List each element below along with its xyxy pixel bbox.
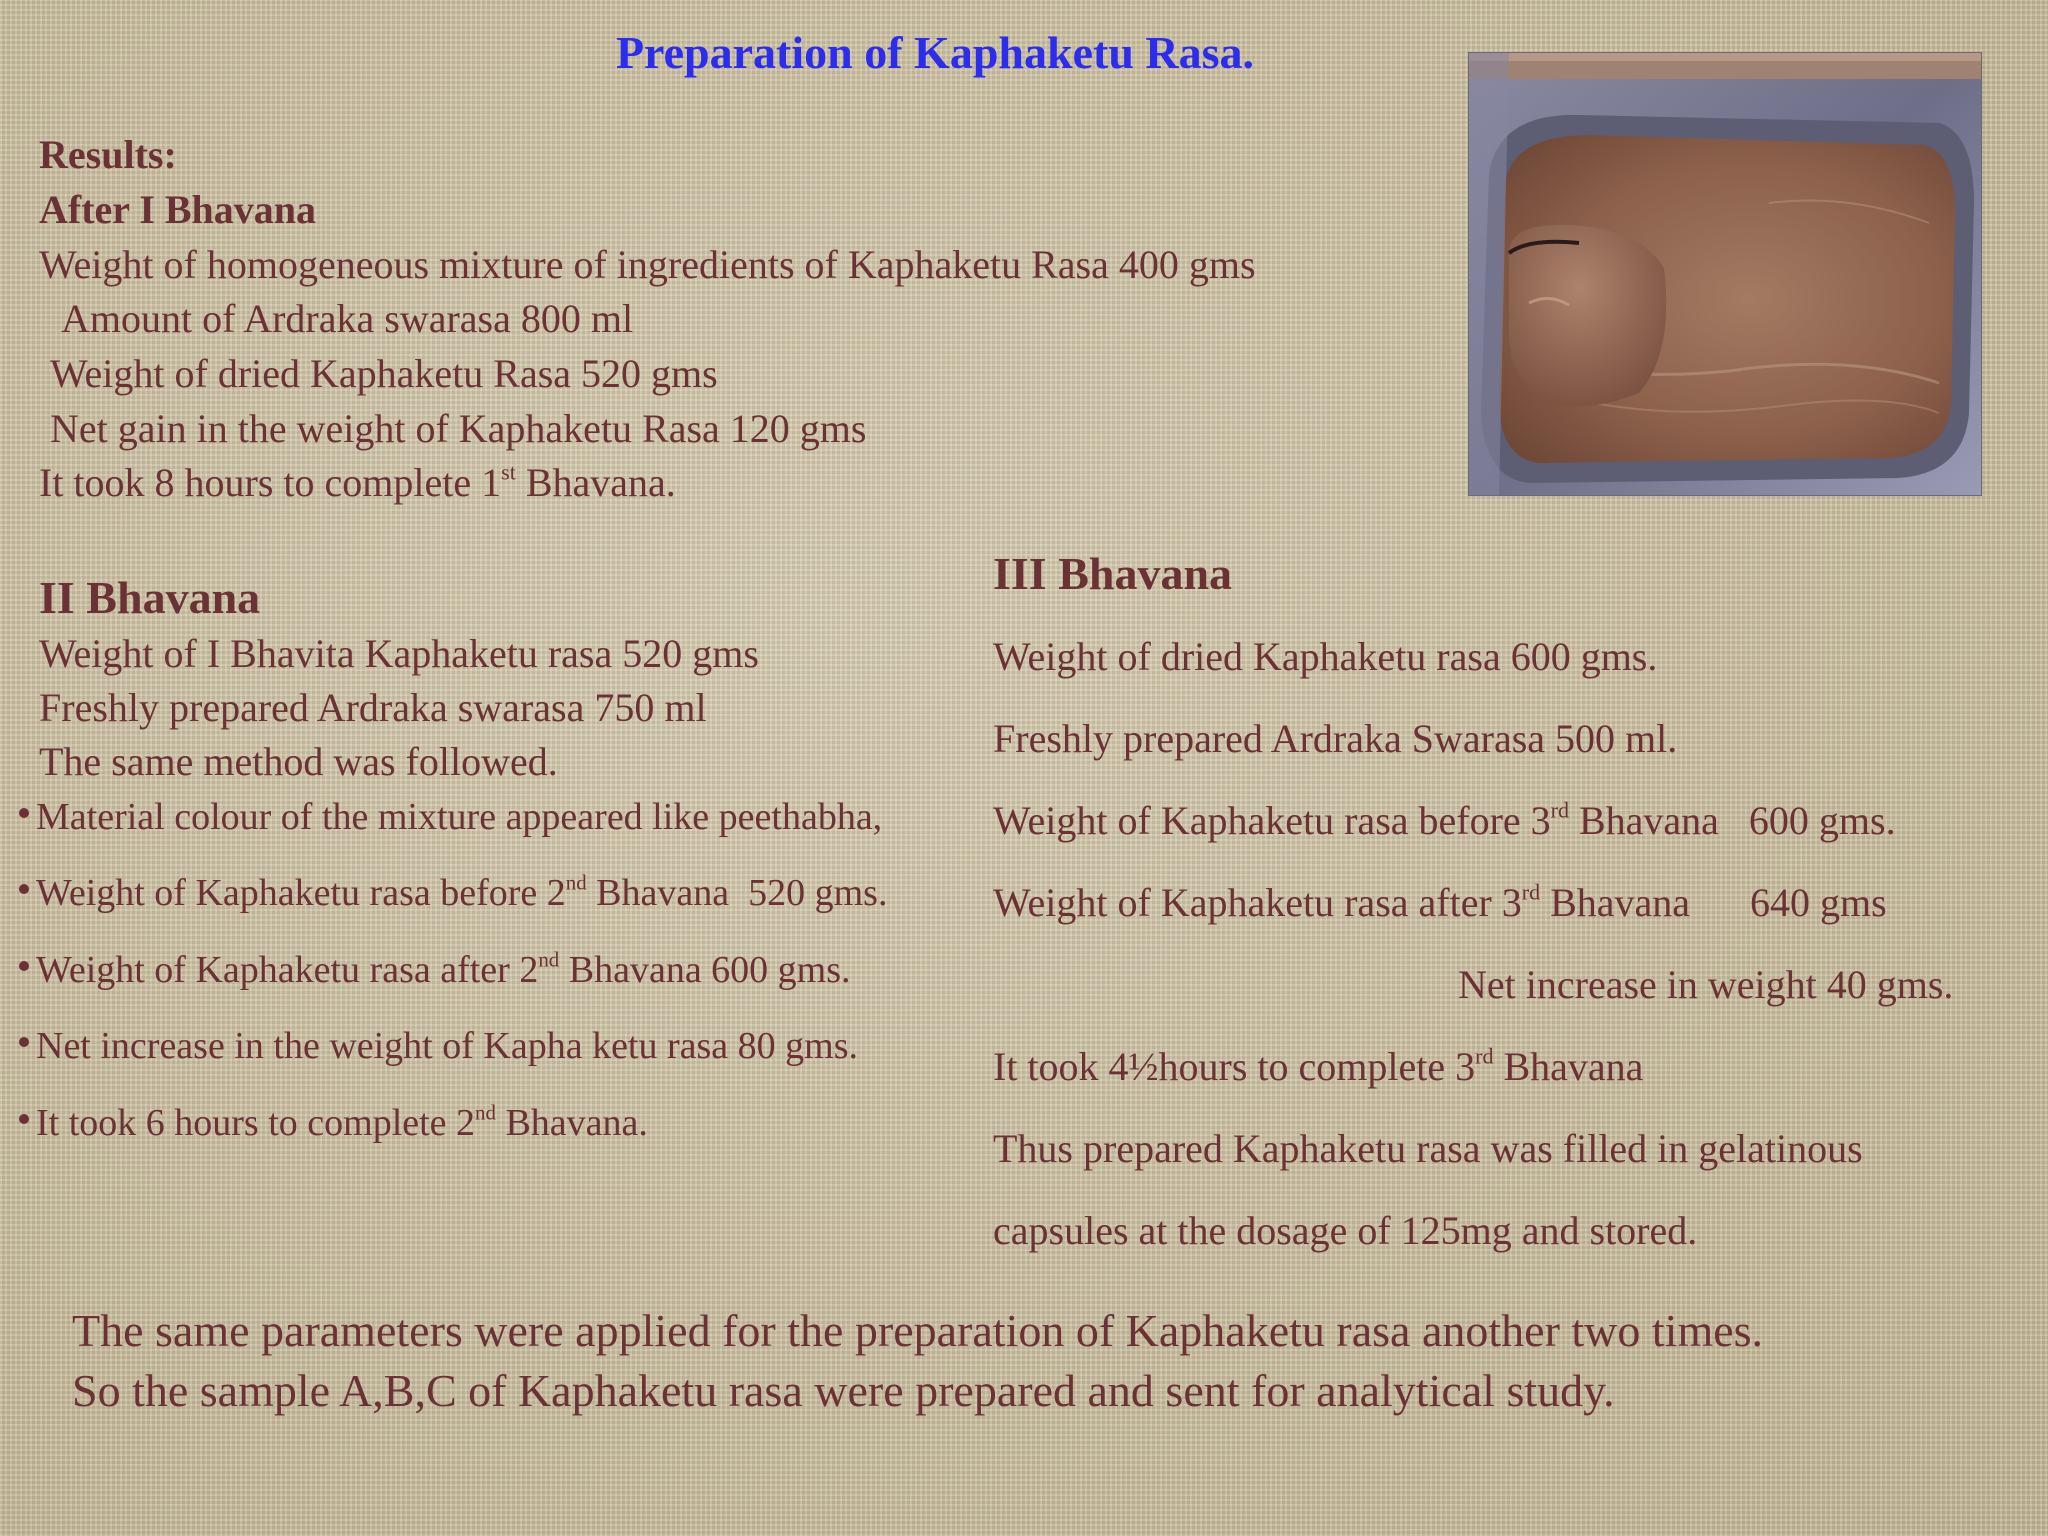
bhavana3-line8: capsules at the dosage of 125mg and stored. bbox=[993, 1208, 1698, 1253]
bhavana1-line5: It took 8 hours to complete 1st Bhavana. bbox=[39, 459, 676, 505]
bhavana2-line3: The same method was followed. bbox=[39, 739, 558, 784]
bhavana3-line7: Thus prepared Kaphaketu rasa was filled in gelatinous bbox=[993, 1126, 1863, 1171]
bhavana1-heading: After I Bhavana bbox=[39, 187, 317, 232]
page-title: Preparation of Kaphaketu Rasa. bbox=[615, 27, 1255, 78]
bullet-dot bbox=[19, 884, 29, 894]
bhavana3-line1: Weight of dried Kaphaketu rasa 600 gms. bbox=[993, 634, 1658, 679]
bhavana3-line2: Freshly prepared Ardraka Swarasa 500 ml. bbox=[993, 716, 1678, 761]
bhavana1-line3: Weight of dried Kaphaketu Rasa 520 gms bbox=[50, 351, 718, 396]
bhavana3-line5: Net increase in weight 40 gms. bbox=[1458, 962, 1954, 1007]
bhavana2-line1: Weight of I Bhavita Kaphaketu rasa 520 gms bbox=[39, 631, 759, 676]
bhavana2-line2: Freshly prepared Ardraka swarasa 750 ml bbox=[39, 685, 707, 730]
bhavana2-bullet4: Net increase in the weight of Kapha ketu rasa 80 gms. bbox=[36, 1025, 859, 1067]
bhavana2-bullet3: Weight of Kaphaketu rasa after 2nd Bhavana 600 gms. bbox=[36, 947, 851, 991]
bhavana3-line6: It took 4½hours to complete 3rd Bhavana bbox=[993, 1043, 1644, 1089]
bhavana1-line4: Net gain in the weight of Kaphaketu Rasa 120 gms bbox=[50, 406, 867, 451]
bhavana1-line1: Weight of homogeneous mixture of ingredients of Kaphaketu Rasa 400 gms bbox=[39, 242, 1256, 287]
kaphaketu-mixture-photo bbox=[1468, 52, 1982, 496]
bullet-dot bbox=[19, 1114, 29, 1124]
bullet-dot bbox=[19, 961, 29, 971]
bullet-dot bbox=[19, 1037, 29, 1047]
bhavana3-line3: Weight of Kaphaketu rasa before 3rd Bhavana 600 gms. bbox=[993, 797, 1896, 843]
bhavana2-bullet2: Weight of Kaphaketu rasa before 2nd Bhavana 520 gms. bbox=[36, 870, 888, 914]
bullet-dot bbox=[19, 808, 29, 818]
bhavana2-bullet5: It took 6 hours to complete 2nd Bhavana. bbox=[36, 1100, 648, 1144]
footer-line2: So the sample A,B,C of Kaphaketu rasa were prepared and sent for analytical study. bbox=[72, 1365, 1615, 1416]
bhavana2-bullet1: Material colour of the mixture appeared like peethabha, bbox=[36, 796, 883, 838]
bhavana2-heading: II Bhavana bbox=[39, 572, 261, 623]
bhavana1-line2: Amount of Ardraka swarasa 800 ml bbox=[61, 296, 634, 341]
footer-line1: The same parameters were applied for the preparation of Kaphaketu rasa another two times. bbox=[72, 1305, 1764, 1356]
bhavana3-heading: III Bhavana bbox=[993, 548, 1233, 599]
results-label: Results: bbox=[39, 132, 177, 177]
bhavana3-line4: Weight of Kaphaketu rasa after 3rd Bhavana 640 gms bbox=[993, 879, 1887, 925]
